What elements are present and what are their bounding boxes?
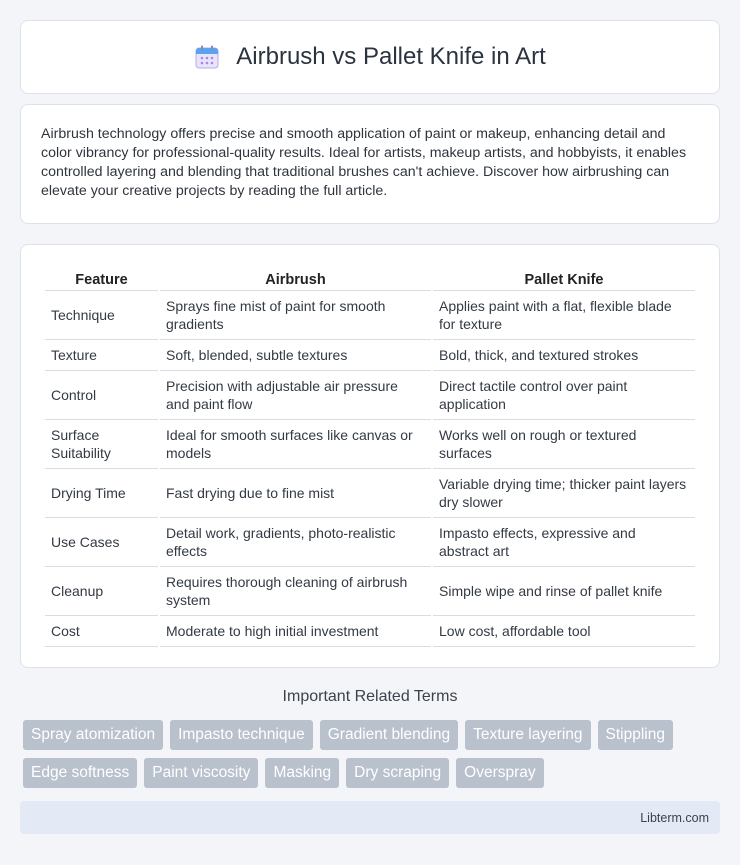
comparison-table-card (20, 244, 720, 668)
cell-airbrush: Precision with adjustable air pressure and paint flow (160, 371, 431, 420)
tag-paint-viscosity[interactable]: Paint viscosity (144, 758, 258, 788)
cell-airbrush: Sprays fine mist of paint for smooth gradients (160, 291, 431, 340)
cell-pallet-knife: Applies paint with a flat, flexible blade for texture (433, 291, 695, 340)
table-row (45, 340, 695, 371)
table-row (45, 420, 695, 469)
tag-gradient-blending[interactable]: Gradient blending (320, 720, 458, 750)
cell-feature: Use Cases (45, 518, 158, 567)
table-row (45, 616, 695, 647)
cell-pallet-knife: Bold, thick, and textured strokes (433, 340, 695, 371)
tag-masking[interactable]: Masking (265, 758, 339, 788)
title-wrap (194, 43, 545, 71)
cell-airbrush: Detail work, gradients, photo-realistic effects (160, 518, 431, 567)
cell-feature: Control (45, 371, 158, 420)
cell-feature: Surface Suitability (45, 420, 158, 469)
title-card (20, 20, 720, 94)
calendar-icon (194, 44, 220, 70)
cell-pallet-knife: Low cost, affordable tool (433, 616, 695, 647)
related-terms-title: Important Related Terms (282, 688, 458, 705)
footer (20, 801, 720, 834)
table-row (45, 291, 695, 340)
cell-pallet-knife: Simple wipe and rinse of pallet knife (433, 567, 695, 616)
cell-airbrush: Ideal for smooth surfaces like canvas or models (160, 420, 431, 469)
cell-pallet-knife: Impasto effects, expressive and abstract art (433, 518, 695, 567)
footer-site-link[interactable]: Libterm.com (640, 810, 709, 825)
cell-airbrush: Moderate to high initial investment (160, 616, 431, 647)
related-terms-tags (23, 720, 703, 796)
intro-text: Airbrush technology offers precise and smooth application of paint or makeup, enhancing detail and color vibrancy for professional-quality results. Ideal for artists, makeup artists, and hobbyists, it enables controlled layering and blending that traditional brushes can't achieve. Discover how airbrushing can elevate your creative projects by reading the full article. (41, 126, 687, 199)
comparison-table (43, 265, 697, 647)
cell-feature: Technique (45, 291, 158, 340)
cell-feature: Cleanup (45, 567, 158, 616)
table-row (45, 518, 695, 567)
tag-stippling[interactable]: Stippling (598, 720, 673, 750)
tag-row (23, 720, 703, 750)
cell-feature: Texture (45, 340, 158, 371)
cell-feature: Drying Time (45, 469, 158, 518)
cell-pallet-knife: Direct tactile control over paint application (433, 371, 695, 420)
cell-airbrush: Fast drying due to fine mist (160, 469, 431, 518)
table-header-row (45, 265, 695, 291)
cell-airbrush: Requires thorough cleaning of airbrush system (160, 567, 431, 616)
page-title: Airbrush vs Pallet Knife in Art (236, 43, 546, 70)
tag-row (23, 758, 703, 788)
tag-texture-layering[interactable]: Texture layering (465, 720, 590, 750)
tag-edge-softness[interactable]: Edge softness (23, 758, 137, 788)
intro-card (20, 104, 720, 224)
header-feature: Feature (45, 265, 158, 291)
cell-feature: Cost (45, 616, 158, 647)
tag-dry-scraping[interactable]: Dry scraping (346, 758, 449, 788)
table-row (45, 371, 695, 420)
tag-overspray[interactable]: Overspray (456, 758, 544, 788)
tag-impasto-technique[interactable]: Impasto technique (170, 720, 313, 750)
table-row (45, 469, 695, 518)
tag-spray-atomization[interactable]: Spray atomization (23, 720, 163, 750)
cell-pallet-knife: Variable drying time; thicker paint layers dry slower (433, 469, 695, 518)
cell-pallet-knife: Works well on rough or textured surfaces (433, 420, 695, 469)
header-pallet-knife: Pallet Knife (433, 265, 695, 291)
cell-airbrush: Soft, blended, subtle textures (160, 340, 431, 371)
table-row (45, 567, 695, 616)
header-airbrush: Airbrush (160, 265, 431, 291)
